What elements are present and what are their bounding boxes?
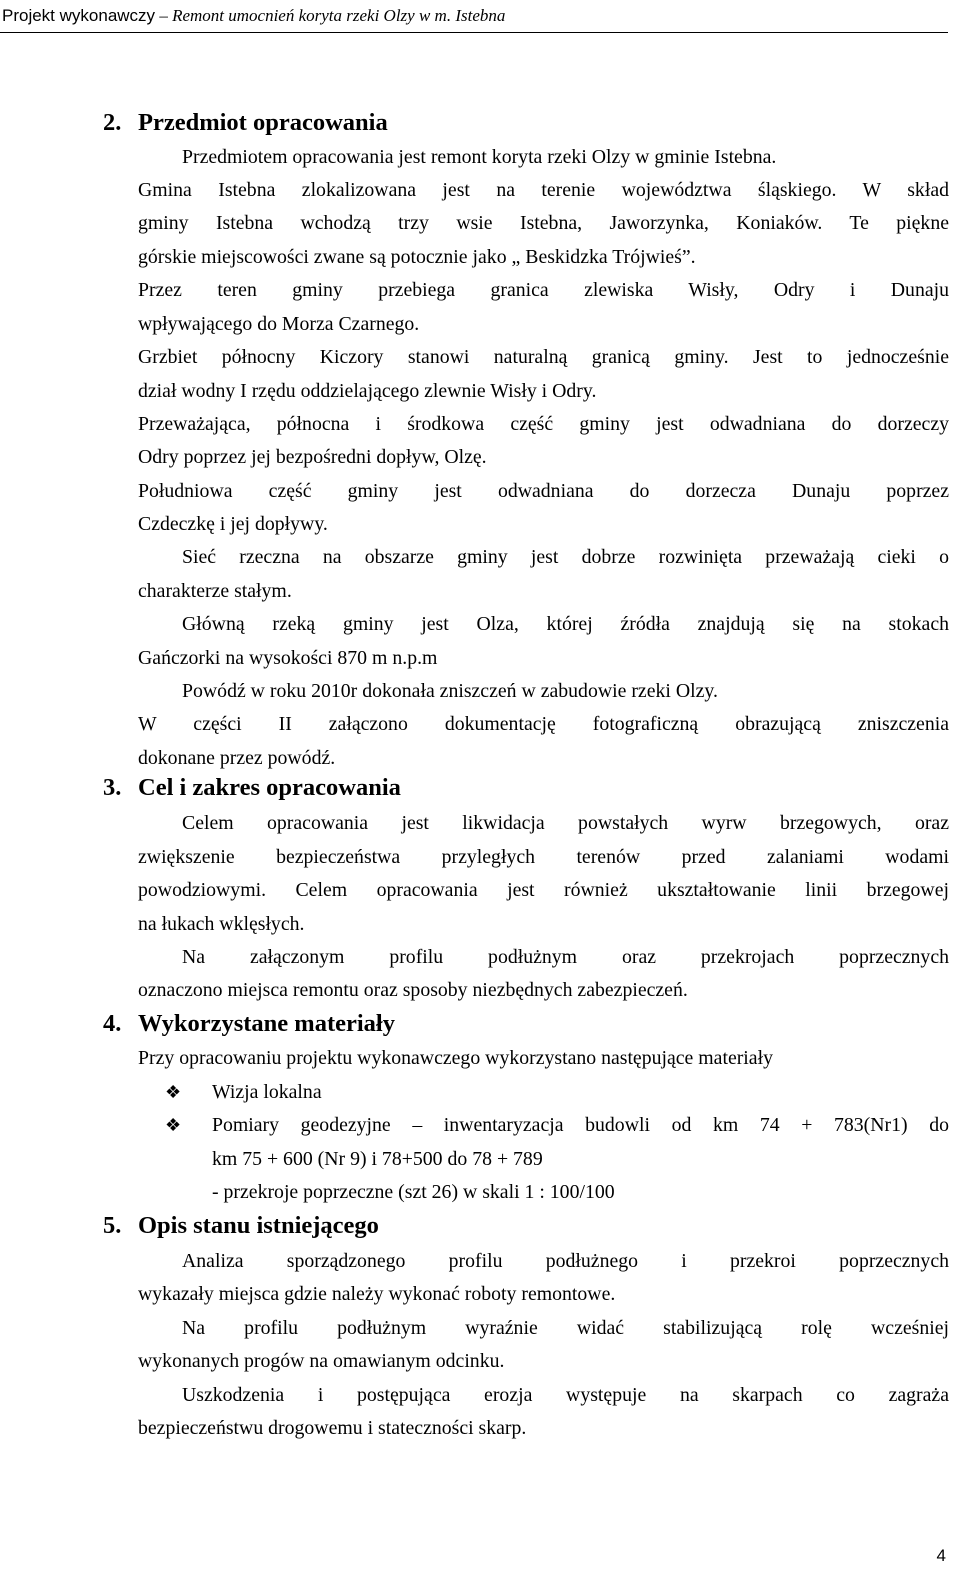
page-number: 4 (936, 1546, 946, 1565)
header-title: – Remont umocnień koryta rzeki Olzy w m. Istebna (155, 6, 506, 25)
paragraph-line: Uszkodzenia i postępująca erozja występuje na skarpach co zagraża (182, 1384, 949, 1406)
paragraph-line: bezpieczeństwu drogowemu i stateczności skarp. (138, 1417, 527, 1439)
paragraph-line: Gmina Istebna zlokalizowana jest na terenie województwa śląskiego. W skład (138, 179, 949, 201)
list-item: Wizja lokalna (212, 1081, 322, 1103)
section-number: 3. (103, 774, 122, 801)
paragraph-line: górskie miejscowości zwane są potocznie jako „ Beskidzka Trójwieś”. (138, 246, 696, 268)
paragraph-line: Południowa część gminy jest odwadniana do dorzecza Dunaju poprzez (138, 480, 949, 502)
paragraph-line: gminy Istebna wchodzą trzy wsie Istebna, Jaworzynka, Koniaków. Te piękne (138, 212, 949, 234)
paragraph-line: Celem opracowania jest likwidacja powstałych wyrw brzegowych, oraz (182, 812, 949, 834)
paragraph-line: Gańczorki na wysokości 870 m n.p.m (138, 647, 438, 669)
paragraph-line: dokonane przez powódź. (138, 747, 336, 769)
paragraph-line: wykonanych progów na omawianym odcinku. (138, 1350, 505, 1372)
paragraph-line: wpływającego do Morza Czarnego. (138, 313, 420, 335)
section-title: Opis stanu istniejącego (138, 1212, 379, 1239)
paragraph-line: powodziowymi. Celem opracowania jest również ukształtowanie linii brzegowej (138, 879, 949, 901)
section-3-heading (103, 773, 401, 803)
section-title: Przedmiot opracowania (138, 109, 388, 136)
section-title: Wykorzystane materiały (138, 1010, 395, 1037)
section-5-heading (103, 1211, 379, 1241)
paragraph-line: Czdeczkę i jej dopływy. (138, 513, 328, 535)
list-item-continuation: - przekroje poprzeczne (szt 26) w skali 1 : 100/100 (212, 1181, 615, 1203)
paragraph-line: Przy opracowaniu projektu wykonawczego wykorzystano następujące materiały (138, 1047, 773, 1069)
paragraph-line: Powódź w roku 2010r dokonała zniszczeń w zabudowie rzeki Olzy. (182, 680, 718, 702)
paragraph-line: W części II załączono dokumentację fotograficzną obrazującą zniszczenia (138, 713, 949, 735)
page-header (0, 2, 948, 33)
paragraph-line: Przedmiotem opracowania jest remont koryta rzeki Olzy w gminie Istebna. (182, 146, 777, 168)
section-title: Cel i zakres opracowania (138, 774, 401, 801)
paragraph-line: na łukach wklęsłych. (138, 913, 305, 935)
paragraph-line: oznaczono miejsca remontu oraz sposoby niezbędnych zabezpieczeń. (138, 979, 688, 1001)
paragraph-line: Odry poprzez jej bezpośredni dopływ, Olzę. (138, 446, 487, 468)
section-number: 5. (103, 1212, 122, 1239)
paragraph-line: Główną rzeką gminy jest Olza, której źródła znajdują się na stokach (182, 613, 949, 635)
list-item-continuation: km 75 + 600 (Nr 9) i 78+500 do 78 + 789 (212, 1148, 543, 1170)
paragraph-line: zwiększenie bezpieczeństwa przyległych terenów przed zalaniami wodami (138, 846, 949, 868)
header-prefix: Projekt wykonawczy (2, 6, 156, 25)
paragraph-line: charakterze stałym. (138, 580, 292, 602)
paragraph-line: wykazały miejsca gdzie należy wykonać roboty remontowe. (138, 1283, 616, 1305)
list-item: Pomiary geodezyjne – inwentaryzacja budowli od km 74 + 783(Nr1) do (212, 1114, 949, 1136)
bullet-diamond-icon: ❖ (165, 1115, 182, 1135)
section-number: 4. (103, 1010, 122, 1037)
section-number: 2. (103, 109, 122, 136)
paragraph-line: Sieć rzeczna na obszarze gminy jest dobrze rozwinięta przeważają cieki o (182, 546, 949, 568)
paragraph-line: Na załączonym profilu podłużnym oraz przekrojach poprzecznych (182, 946, 949, 968)
paragraph-line: Grzbiet północny Kiczory stanowi naturalną granicą gminy. Jest to jednocześnie (138, 346, 949, 368)
paragraph-line: dział wodny I rzędu oddzielającego zlewnie Wisły i Odry. (138, 380, 597, 402)
bullet-diamond-icon: ❖ (165, 1082, 182, 1102)
section-2-heading (103, 108, 388, 138)
paragraph-line: Przez teren gminy przebiega granica zlewiska Wisły, Odry i Dunaju (138, 279, 949, 301)
paragraph-line: Analiza sporządzonego profilu podłużnego i przekroi poprzecznych (182, 1250, 949, 1272)
section-4-heading (103, 1009, 395, 1039)
paragraph-line: Przeważająca, północna i środkowa część gminy jest odwadniana do dorzeczy (138, 413, 949, 435)
paragraph-line: Na profilu podłużnym wyraźnie widać stabilizującą rolę wcześniej (182, 1317, 949, 1339)
